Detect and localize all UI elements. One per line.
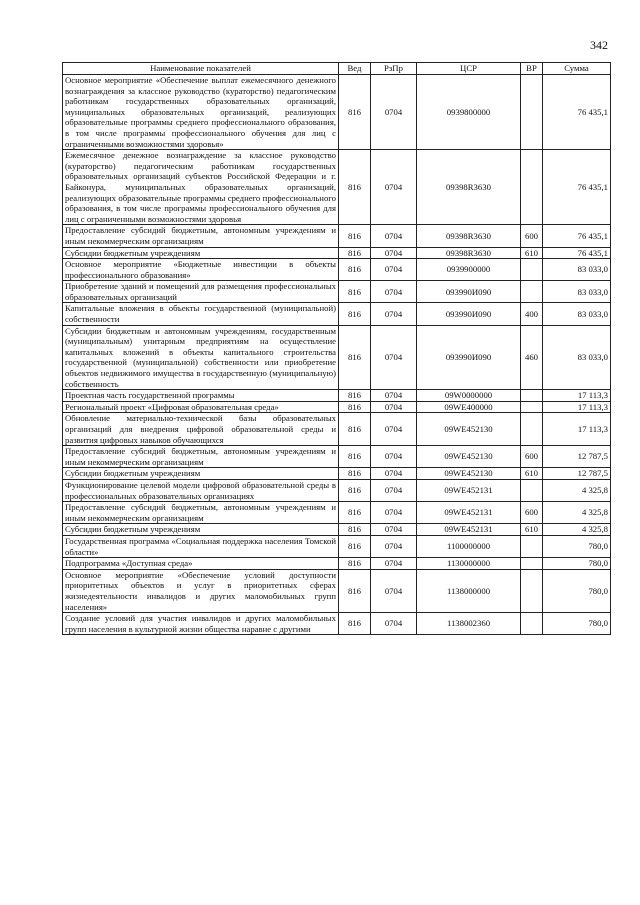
indicator-name: Функционирование целевой модели цифровой образовательной среды в профессиональных образовательных организациях (63, 479, 339, 501)
department-code: 816 (339, 479, 371, 501)
department-code: 816 (339, 325, 371, 390)
table-row (63, 502, 611, 524)
amount: 780,0 (543, 613, 611, 635)
table-row (63, 303, 611, 325)
target-article-code: 0939900000 (417, 259, 521, 281)
amount: 76 435,1 (543, 75, 611, 150)
expense-type-code (521, 75, 543, 150)
department-code: 816 (339, 281, 371, 303)
table-row (63, 75, 611, 150)
amount: 17 113,3 (543, 390, 611, 402)
department-code: 816 (339, 75, 371, 150)
section-code: 0704 (371, 413, 417, 446)
section-code: 0704 (371, 502, 417, 524)
section-code: 0704 (371, 479, 417, 501)
target-article-code: 093990И090 (417, 281, 521, 303)
amount: 12 787,5 (543, 468, 611, 480)
table-row (63, 325, 611, 390)
expense-type-code: 460 (521, 325, 543, 390)
header-vr: ВР (521, 63, 543, 75)
section-code: 0704 (371, 303, 417, 325)
section-code: 0704 (371, 524, 417, 536)
page-number: 342 (590, 38, 608, 52)
amount: 12 787,5 (543, 446, 611, 468)
target-article-code: 093990И090 (417, 325, 521, 390)
expense-type-code (521, 413, 543, 446)
amount: 17 113,3 (543, 413, 611, 446)
expense-type-code: 600 (521, 225, 543, 247)
department-code: 816 (339, 150, 371, 225)
indicator-name: Основное мероприятие «Обеспечение условий доступности приоритетных объектов и услуг в приоритетных сферах жизнедеятельности инвалидов и других маломобильных групп населения» (63, 569, 339, 612)
target-article-code: 093990И090 (417, 303, 521, 325)
indicator-name: Государственная программа «Социальная поддержка населения Томской области» (63, 535, 339, 557)
indicator-name: Ежемесячное денежное вознаграждение за классное руководство (кураторство) педагогическим работникам государственных образовательных организаций субъектов Российской Федерации и г. Байконура, муниципальных образовательных организаций, реализующих образовательные программы среднего профессионального образования, в том числе программы профессионального обучения для лиц с ограниченными возможностями здоровья (63, 150, 339, 225)
amount: 76 435,1 (543, 150, 611, 225)
expense-type-code (521, 569, 543, 612)
section-code: 0704 (371, 446, 417, 468)
amount: 83 033,0 (543, 303, 611, 325)
expense-type-code (521, 259, 543, 281)
expense-type-code (521, 613, 543, 635)
amount: 83 033,0 (543, 259, 611, 281)
section-code: 0704 (371, 75, 417, 150)
department-code: 816 (339, 535, 371, 557)
expense-type-code: 610 (521, 247, 543, 259)
table-row (63, 150, 611, 225)
section-code: 0704 (371, 225, 417, 247)
table-row (63, 535, 611, 557)
target-article-code: 09398R3630 (417, 225, 521, 247)
expense-type-code (521, 401, 543, 413)
expense-type-code: 610 (521, 468, 543, 480)
department-code: 816 (339, 446, 371, 468)
department-code: 816 (339, 502, 371, 524)
indicator-name: Субсидии бюджетным учреждениям (63, 247, 339, 259)
department-code: 816 (339, 569, 371, 612)
department-code: 816 (339, 524, 371, 536)
indicator-name: Субсидии бюджетным учреждениям (63, 524, 339, 536)
expense-type-code: 600 (521, 502, 543, 524)
section-code: 0704 (371, 569, 417, 612)
indicator-name: Основное мероприятие «Бюджетные инвестиции в объекты профессионального образования» (63, 259, 339, 281)
expense-type-code (521, 390, 543, 402)
table-row (63, 524, 611, 536)
header-ved: Вед (339, 63, 371, 75)
target-article-code: 09WE452130 (417, 413, 521, 446)
header-sum: Сумма (543, 63, 611, 75)
target-article-code: 09WE452130 (417, 446, 521, 468)
table-row (63, 401, 611, 413)
indicator-name: Предоставление субсидий бюджетным, автономным учреждениям и иным некоммерческим организациям (63, 446, 339, 468)
budget-table (62, 62, 611, 635)
table-row (63, 281, 611, 303)
section-code: 0704 (371, 247, 417, 259)
table-row (63, 613, 611, 635)
expense-type-code: 610 (521, 524, 543, 536)
amount: 76 435,1 (543, 225, 611, 247)
target-article-code: 09W0000000 (417, 390, 521, 402)
section-code: 0704 (371, 613, 417, 635)
target-article-code: 1100000000 (417, 535, 521, 557)
table-row (63, 558, 611, 570)
amount: 83 033,0 (543, 281, 611, 303)
expense-type-code: 600 (521, 446, 543, 468)
table-row (63, 247, 611, 259)
department-code: 816 (339, 401, 371, 413)
section-code: 0704 (371, 150, 417, 225)
section-code: 0704 (371, 390, 417, 402)
department-code: 816 (339, 303, 371, 325)
expense-type-code (521, 479, 543, 501)
target-article-code: 0939800000 (417, 75, 521, 150)
target-article-code: 09WE452131 (417, 479, 521, 501)
indicator-name: Проектная часть государственной программы (63, 390, 339, 402)
amount: 780,0 (543, 558, 611, 570)
target-article-code: 1138002360 (417, 613, 521, 635)
expense-type-code (521, 150, 543, 225)
table-row (63, 569, 611, 612)
target-article-code: 09WE400000 (417, 401, 521, 413)
table-row (63, 446, 611, 468)
indicator-name: Предоставление субсидий бюджетным, автономным учреждениям и иным некоммерческим организациям (63, 502, 339, 524)
table-header-row (63, 63, 611, 75)
department-code: 816 (339, 259, 371, 281)
table-row (63, 259, 611, 281)
expense-type-code (521, 535, 543, 557)
expense-type-code (521, 281, 543, 303)
section-code: 0704 (371, 535, 417, 557)
department-code: 816 (339, 225, 371, 247)
department-code: 816 (339, 413, 371, 446)
target-article-code: 09WE452131 (417, 502, 521, 524)
target-article-code: 09398R3630 (417, 247, 521, 259)
department-code: 816 (339, 390, 371, 402)
table-row (63, 479, 611, 501)
section-code: 0704 (371, 401, 417, 413)
indicator-name: Региональный проект «Цифровая образовательная среда» (63, 401, 339, 413)
indicator-name: Создание условий для участия инвалидов и других маломобильных групп населения в культурной жизни общества наравне с другими (63, 613, 339, 635)
department-code: 816 (339, 558, 371, 570)
header-name: Наименование показателей (63, 63, 339, 75)
indicator-name: Подпрограмма «Доступная среда» (63, 558, 339, 570)
target-article-code: 1138000000 (417, 569, 521, 612)
table-row (63, 468, 611, 480)
indicator-name: Приобретение зданий и помещений для размещения профессиональных образовательных организаций (63, 281, 339, 303)
expense-type-code: 400 (521, 303, 543, 325)
department-code: 816 (339, 247, 371, 259)
section-code: 0704 (371, 325, 417, 390)
target-article-code: 09398R3630 (417, 150, 521, 225)
section-code: 0704 (371, 259, 417, 281)
amount: 17 113,3 (543, 401, 611, 413)
target-article-code: 09WE452130 (417, 468, 521, 480)
target-article-code: 09WE452131 (417, 524, 521, 536)
amount: 4 325,8 (543, 524, 611, 536)
department-code: 816 (339, 468, 371, 480)
table-row (63, 390, 611, 402)
indicator-name: Предоставление субсидий бюджетным, автономным учреждениям и иным некоммерческим организациям (63, 225, 339, 247)
amount: 76 435,1 (543, 247, 611, 259)
table-row (63, 413, 611, 446)
section-code: 0704 (371, 468, 417, 480)
indicator-name: Субсидии бюджетным и автономным учреждениям, государственным (муниципальным) унитарным предприятиям на осуществление капитальных вложений в объекты капитального строительства государственной (муниципальной) собственности или приобретение объектов недвижимого имущества в государственную (муниципальную) собственность (63, 325, 339, 390)
department-code: 816 (339, 613, 371, 635)
indicator-name: Обновление материально-технической базы образовательных организаций для внедрения цифровой образовательной среды и развития цифровых навыков обучающихся (63, 413, 339, 446)
table-row (63, 225, 611, 247)
indicator-name: Капитальные вложения в объекты государственной (муниципальной) собственности (63, 303, 339, 325)
expense-type-code (521, 558, 543, 570)
header-csr: ЦСР (417, 63, 521, 75)
indicator-name: Субсидии бюджетным учреждениям (63, 468, 339, 480)
amount: 780,0 (543, 569, 611, 612)
section-code: 0704 (371, 558, 417, 570)
amount: 4 325,8 (543, 502, 611, 524)
amount: 780,0 (543, 535, 611, 557)
target-article-code: 1130000000 (417, 558, 521, 570)
header-rzpr: РзПр (371, 63, 417, 75)
amount: 4 325,8 (543, 479, 611, 501)
section-code: 0704 (371, 281, 417, 303)
amount: 83 033,0 (543, 325, 611, 390)
indicator-name: Основное мероприятие «Обеспечение выплат ежемесячного денежного вознаграждения за классное руководство (кураторство) педагогическим работникам государственных образовательных организаций, муниципальных образовательных организаций, реализующих образовательные программы среднего профессионального образования, в том числе программы профессионального обучения для лиц с ограниченными возможностями здоровья» (63, 75, 339, 150)
